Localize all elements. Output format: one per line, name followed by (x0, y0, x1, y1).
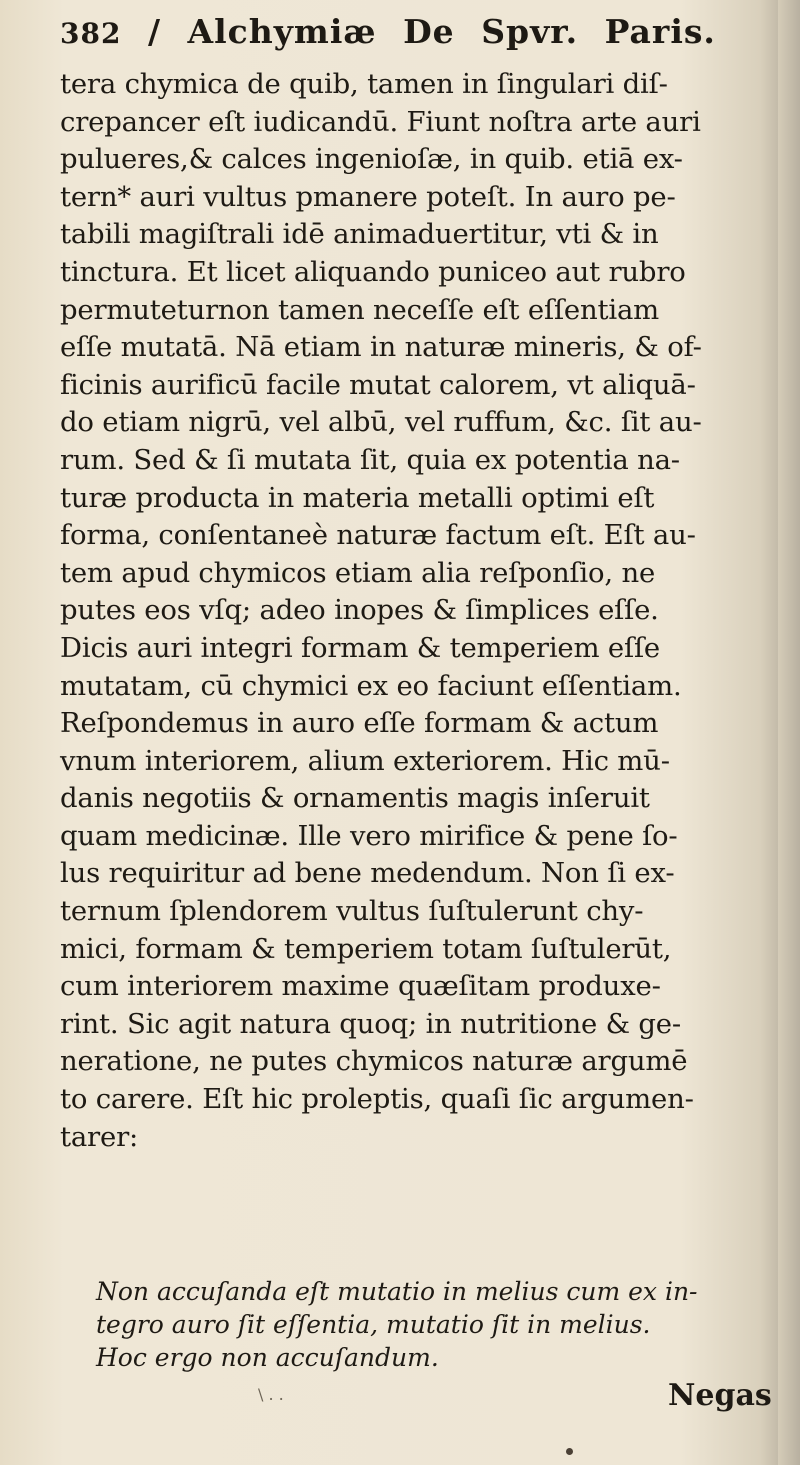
body-line: tera chymica de quib, tamen in ſingulari diſ- (60, 68, 668, 100)
stray-marks: \ . . (258, 1385, 284, 1404)
quote-line: tegro auro ſit eſſentia, mutatio ſit in melius. (96, 1310, 651, 1339)
running-header (60, 12, 760, 62)
catchword: Negas (668, 1378, 772, 1413)
body-line: quam medicinæ. Ille vero mirifice & pene ſo- (60, 819, 678, 852)
body-line: Dicis auri integri formam & temperiem eſſe (60, 631, 661, 664)
body-line: turæ producta in materia metalli optimi eſt (60, 481, 655, 514)
body-line: danis negotiis & ornamentis magis inſeruit (60, 782, 650, 815)
ink-spot (566, 1448, 573, 1455)
body-line: tinctura. Et licet aliquando puniceo aut rubro (60, 255, 686, 288)
body-line: lus requiritur ad bene medendum. Non ſi ex- (60, 857, 675, 890)
body-line: tem apud chymicos etiam alia reſponſio, ne (60, 556, 656, 589)
body-line: putes eos vſq; adeo inopes & ſimplices eſſe. (60, 594, 659, 627)
body-line: rint. Sic agit natura quoq; in nutritione & ge- (60, 1007, 681, 1040)
body-line: tarer: (60, 1120, 139, 1153)
body-line: mici, formam & temperiem totam ſuſtulerūt, (60, 932, 672, 965)
body-line: rum. Sed & ſi mutata ſit, quia ex potentia na- (60, 443, 680, 476)
body-line: to carere. Eſt hic proleptis, quaſi ſic argumen- (60, 1083, 694, 1116)
header-word-2: De (403, 12, 455, 51)
body-line: cum interiorem maxime quæſitam produxe- (60, 970, 661, 1003)
body-line: vnum interiorem, alium exteriorem. Hic mū- (60, 744, 670, 777)
body-line: ternum ſplendorem vultus ſuſtulerunt chy- (60, 895, 644, 928)
quote-line: Non accuſanda eſt mutatio in melius cum ex in- (96, 1277, 698, 1306)
quote-line: Hoc ergo non accuſandum. (96, 1343, 439, 1372)
body-line: do etiam nigrū, vel albū, vel ruffum, &c. ſit au- (60, 406, 702, 439)
italic-quote (96, 1275, 756, 1374)
header-word-3: Spvr. (481, 12, 579, 51)
body-line: crepancer eſt iudicandū. Fiunt noſtra arte auri (60, 105, 701, 138)
body-line: eſſe mutatā. Nā etiam in naturæ mineris, & of- (60, 331, 702, 364)
page-edge (778, 0, 800, 1465)
body-text (60, 66, 760, 1156)
body-line: forma, conſentaneè naturæ factum eſt. Eſt au- (60, 519, 696, 552)
body-line: mutatam, cū chymici ex eo faciunt eſſentiam. (60, 669, 682, 702)
header-word-4: Paris. (604, 12, 716, 51)
header-slash: / (147, 12, 162, 51)
body-line: Reſpondemus in auro eſſe formam & actum (60, 707, 659, 740)
body-line: tabili magiſtrali idē animaduertitur, vti & in (60, 218, 659, 251)
header-word-1: Alchymiæ (187, 12, 377, 51)
page-number: 382 (60, 17, 122, 50)
body-line: ficinis aurificū facile mutat calorem, vt aliquā- (60, 368, 696, 401)
body-line: permuteturnon tamen neceſſe eſt eſſentiam (60, 293, 660, 326)
body-line: tern* auri vultus pmanere poteſt. In auro pe- (60, 180, 676, 213)
body-line: pulueres,& calces ingenioſæ, in quib. etiā ex- (60, 143, 683, 176)
body-line: neratione, ne putes chymicos naturæ argumē (60, 1045, 688, 1078)
